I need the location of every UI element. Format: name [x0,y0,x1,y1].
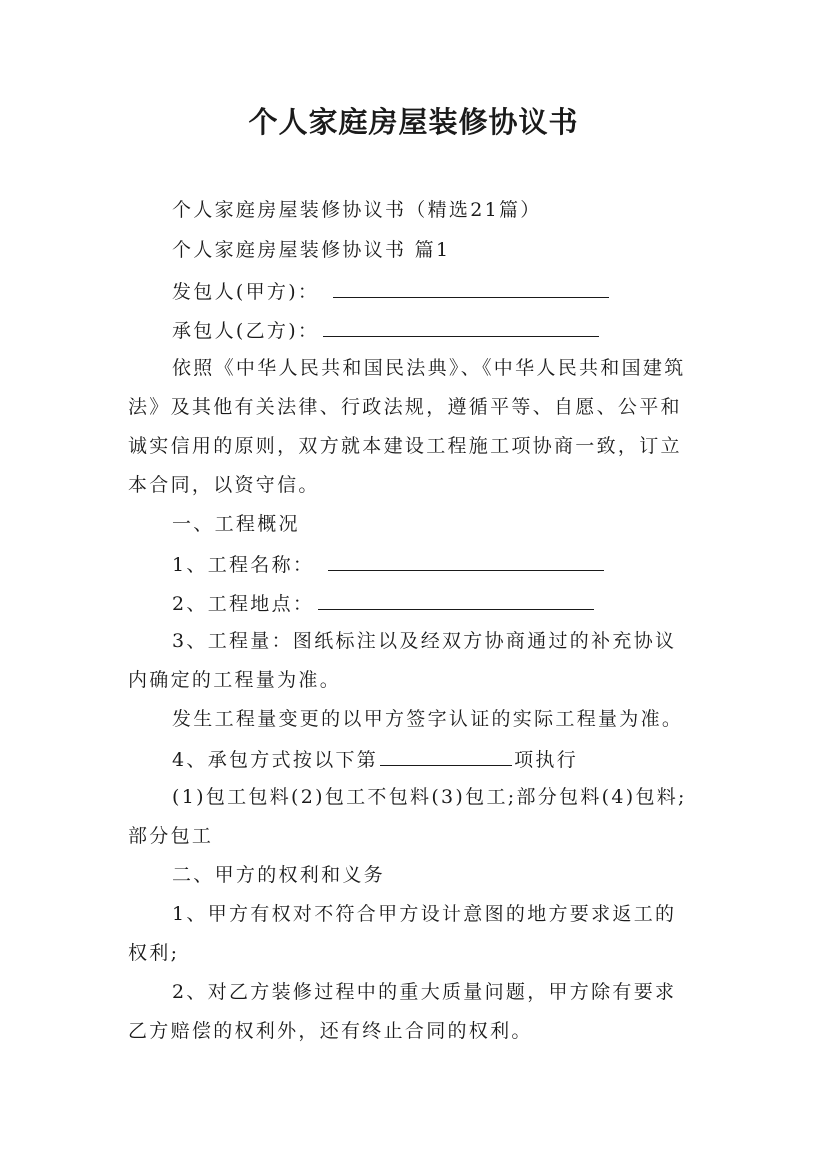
paragraph-line: 3、工程量：图纸标注以及经双方协商通过的补充协议 [172,630,677,652]
contract-mode-label: 4、承包方式按以下第 [172,749,379,771]
paragraph-line: 法》及其他有关法律、行政法规，遵循平等、自愿、公平和 [128,396,682,418]
section-heading: 一、工程概况 [172,513,300,535]
contract-mode-line [172,745,578,773]
project-name-line [172,550,604,578]
paragraph-line: 发生工程量变更的以甲方签字认证的实际工程量为准。 [172,708,684,730]
party-b-label: 承包人(乙方)： [172,320,320,342]
paragraph-line: 部分包工 [128,825,214,847]
section-heading: 二、甲方的权利和义务 [172,864,386,886]
project-location-line [172,589,594,617]
paragraph-line: 2、对乙方装修过程中的重大质量问题，甲方除有要求 [172,981,677,1003]
party-a-line [172,277,609,305]
project-location-label: 2、工程地点： [172,593,315,615]
paragraph-line: 1、甲方有权对不符合甲方设计意图的地方要求返工的 [172,903,677,925]
party-b-blank [323,316,599,337]
project-location-blank [318,589,594,610]
paragraph-line: 依照《中华人民共和国民法典》、《中华人民共和国建筑 [172,357,686,379]
paragraph-line: (1)包工包料(2)包工不包料(3)包工;部分包料(4)包料; [172,786,687,808]
paragraph-line: 内确定的工程量为准。 [128,669,342,691]
paragraph-line: 乙方赔偿的权利外，还有终止合同的权利。 [128,1020,533,1042]
paragraph-line: 诚实信用的原则，双方就本建设工程施工项协商一致，订立 [128,435,682,457]
paragraph-line: 本合同，以资守信。 [128,474,320,496]
contract-mode-blank [380,745,512,766]
paragraph-line: 权利; [128,942,180,964]
subtitle-line: 个人家庭房屋装修协议书（精选21篇） [172,199,542,221]
project-name-label: 1、工程名称： [172,554,315,576]
party-a-label: 发包人(甲方)： [172,281,320,303]
project-name-blank [328,550,604,571]
contract-mode-suffix: 项执行 [514,749,578,771]
section-heading: 个人家庭房屋装修协议书 篇1 [172,239,451,261]
party-a-blank [333,277,609,298]
party-b-line [172,316,599,344]
document-title: 个人家庭房屋装修协议书 [248,105,579,139]
